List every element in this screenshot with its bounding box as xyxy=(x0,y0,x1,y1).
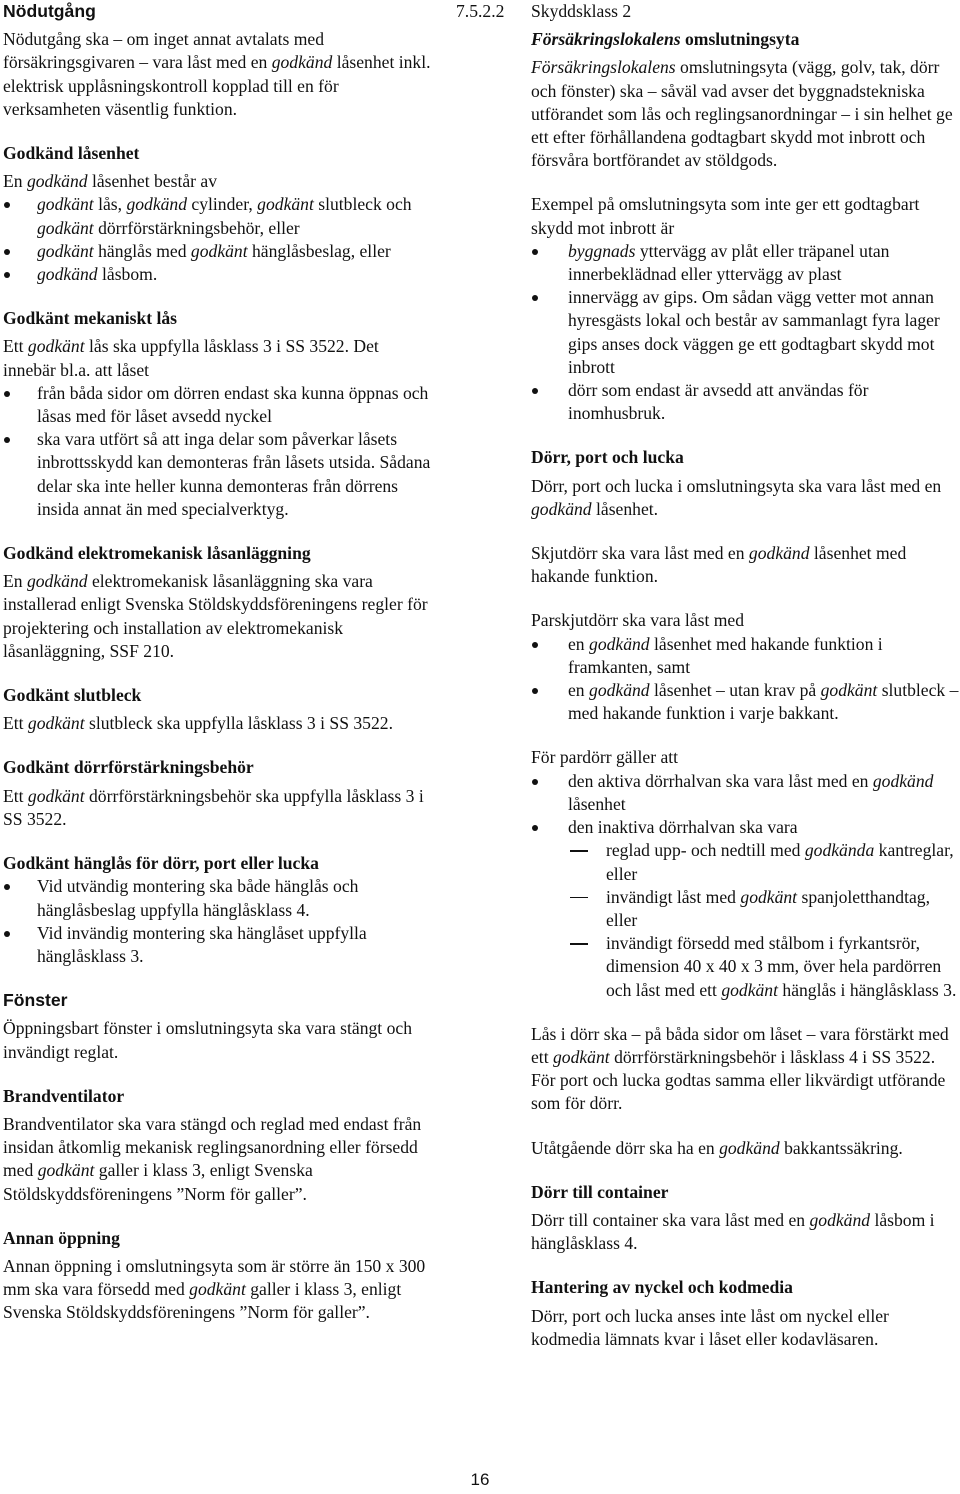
page-number: 16 xyxy=(470,1470,490,1489)
list-item: godkänt lås, godkänd cylinder, godkänt slutbleck och godkänt dörrförstärkningsbehör, eller xyxy=(3,193,435,239)
pardorr-sublist xyxy=(568,839,959,1001)
paragraph-dorr-till-container: Dörr till container ska vara låst med en godkänd låsbom i hänglåsklass 4. xyxy=(531,1209,935,1254)
pardorr-list xyxy=(531,770,959,1002)
heading-omslutningsyta: Försäkringslokalens omslutningsyta xyxy=(531,29,800,50)
paragraph-elektromekanisk: En godkänd elektromekanisk låsanläggning ska vara installerad enligt Svenska Stöldskyddsföreningens regler för projektering och installation av elektromekanisk låsanläggning, SSF 210. xyxy=(3,571,428,661)
sub-list-item: invändigt försedd med stålbom i fyrkantsrör, dimension 40 x 40 x 3 mm, över hela pardörren och låst med ett godkänt hänglås i hänglåsklass 3. xyxy=(568,932,959,1002)
paragraph-las-i-dorr: Lås i dörr ska – på båda sidor om låset – vara förstärkt med ett godkänt dörrförstärkningsbehör i låsklass 4 i SS 3522. xyxy=(531,1023,949,1067)
heading-godkand-lasenhet: Godkänd låsenhet xyxy=(3,143,140,164)
section-title: Skyddsklass 2 xyxy=(531,1,632,21)
list-item: godkänd låsbom. xyxy=(3,263,435,286)
heading-mekaniskt-las: Godkänt mekaniskt lås xyxy=(3,308,178,329)
paragraph-omslutningsyta: Försäkringslokalens omslutningsyta (vägg, golv, tak, dörr och fönster) ska – såväl vad avser det byggnadstekniska utförandet som lås och reglingsanordningar – i sin helhet ge ett efter förhållandena godtagbart skydd mot inbrott och försvåra bortförandet av stöldgods. xyxy=(531,57,953,171)
section-number: 7.5.2.2 xyxy=(456,1,505,21)
list-item: innervägg av gips. Om sådan vägg vetter mot annan hyresgästs lokal och består av sammanlagt fyra lager gips anses dock väggen ge ett godtagbart skydd mot inbrott xyxy=(531,286,959,379)
mekaniskt-list xyxy=(3,382,435,521)
heading-dorr-till-container: Dörr till container xyxy=(531,1181,669,1202)
list-item: en godkänd låsenhet – utan krav på godkänt slutbleck – med hakande funktion i varje bakkant. xyxy=(531,679,959,725)
paragraph-fonster: Öppningsbart fönster i omslutningsyta ska vara stängt och invändigt reglat. xyxy=(3,1018,412,1062)
exempel-list xyxy=(531,240,959,426)
list-item: byggnads yttervägg av plåt eller träpanel utan innerbeklädnad eller yttervägg av plast xyxy=(531,240,959,286)
paragraph-dorr-port-lucka: Dörr, port och lucka i omslutningsyta ska vara låst med en godkänd låsenhet. xyxy=(531,475,942,519)
list-item-text: den inaktiva dörrhalvan ska vara xyxy=(568,817,798,838)
heading-brandventilator: Brandventilator xyxy=(3,1085,125,1106)
list-item xyxy=(531,816,959,1002)
list-item: Vid invändig montering ska hänglåset uppfylla hänglåsklass 3. xyxy=(3,922,435,968)
heading-hanglas: Godkänt hänglås för dörr, port eller lucka xyxy=(3,853,319,874)
heading-fonster: Fönster xyxy=(3,990,68,1011)
paragraph-pardorr-intro: För pardörr gäller att xyxy=(531,747,679,768)
list-item: den aktiva dörrhalvan ska vara låst med en godkänd låsenhet xyxy=(531,770,959,816)
left-column xyxy=(3,0,435,1325)
heading-slutbleck: Godkänt slutbleck xyxy=(3,685,142,706)
heading-elektromekanisk: Godkänd elektromekanisk låsanläggning xyxy=(3,543,311,564)
paragraph-skjutdorr: Skjutdörr ska vara låst med en godkänd låsenhet med hakande funktion. xyxy=(531,543,907,587)
paragraph-slutbleck: Ett godkänt slutbleck ska uppfylla låsklass 3 i SS 3522. xyxy=(3,713,393,734)
paragraph-exempel-intro: Exempel på omslutningsyta som inte ger ett godtagbart skydd mot inbrott är xyxy=(531,194,920,238)
sub-list-item: reglad upp- och nedtill med godkända kantreglar, eller xyxy=(568,839,959,885)
list-item: en godkänd låsenhet med hakande funktion i framkanten, samt xyxy=(531,633,959,679)
list-item: godkänt hänglås med godkänt hänglåsbeslag, eller xyxy=(3,240,435,263)
paragraph-dorrforstarkningsbehor: Ett godkänt dörrförstärkningsbehör ska uppfylla låsklass 3 i SS 3522. xyxy=(3,785,424,829)
paragraph-hantering-nyckel: Dörr, port och lucka anses inte låst om nyckel eller kodmedia lämnats kvar i låset eller kodavläsaren. xyxy=(531,1305,889,1349)
heading-annan-oppning: Annan öppning xyxy=(3,1227,120,1248)
list-item: ska vara utfört så att inga delar som påverkar låsets inbrottsskydd kan demonteras från låsets utsida. Sådana delar ska inte heller kunna demonteras från dörrens insida annat än med specialverktyg. xyxy=(3,428,435,521)
heading-nodutgang: Nödutgång xyxy=(3,1,96,21)
paragraph-brandventilator: Brandventilator ska vara stängd och reglad med endast från insidan åtkomlig mekanisk reglingsanordning eller försedd med godkänt galler i klass 3, enligt Svenska Stöldskyddsföreningens ”Norm för galler”. xyxy=(3,1113,422,1204)
paragraph-lasenhet-intro: En godkänd låsenhet består av xyxy=(3,171,218,192)
heading-dorr-port-lucka: Dörr, port och lucka xyxy=(531,447,684,468)
list-item: Vid utvändig montering ska både hänglås och hänglåsbeslag uppfylla hänglåsklass 4. xyxy=(3,875,435,921)
parskjutdorr-list xyxy=(531,633,959,726)
paragraph-parskjutdorr-intro: Parskjutdörr ska vara låst med xyxy=(531,610,745,631)
hanglas-list xyxy=(3,875,435,968)
paragraph-port-och-lucka: För port och lucka godtas samma eller likvärdigt utförande som för dörr. xyxy=(531,1070,946,1114)
heading-hantering-nyckel: Hantering av nyckel och kodmedia xyxy=(531,1277,793,1298)
paragraph-mekaniskt-intro: Ett godkänt lås ska uppfylla låsklass 3 i SS 3522. Det innebär bl.a. att låset xyxy=(3,336,379,380)
list-item: dörr som endast är avsedd att användas för inomhusbruk. xyxy=(531,379,959,425)
paragraph-annan-oppning: Annan öppning i omslutningsyta som är större än 150 x 300 mm ska vara försedd med godkänt galler i klass 3, enligt Svenska Stöldskyddsföreningens ”Norm för galler”. xyxy=(3,1255,426,1323)
list-item: från båda sidor om dörren endast ska kunna öppnas och låsas med för låset avsedd nyckel xyxy=(3,382,435,428)
lasenhet-list xyxy=(3,193,435,286)
right-column xyxy=(531,0,959,1351)
paragraph-bakkantssakring: Utåtgående dörr ska ha en godkänd bakkantssäkring. xyxy=(531,1137,903,1158)
heading-dorrforstarkningsbehor: Godkänt dörrförstärkningsbehör xyxy=(3,757,254,778)
paragraph-nodutgang: Nödutgång ska – om inget annat avtalats med försäkringsgivaren – vara låst med en godkänd låsenhet inkl. elektrisk upplåsningskontroll kopplad till en för verksamheten väsentlig funktion. xyxy=(3,29,431,119)
sub-list-item: invändigt låst med godkänt spanjoletthandtag, eller xyxy=(568,886,959,932)
